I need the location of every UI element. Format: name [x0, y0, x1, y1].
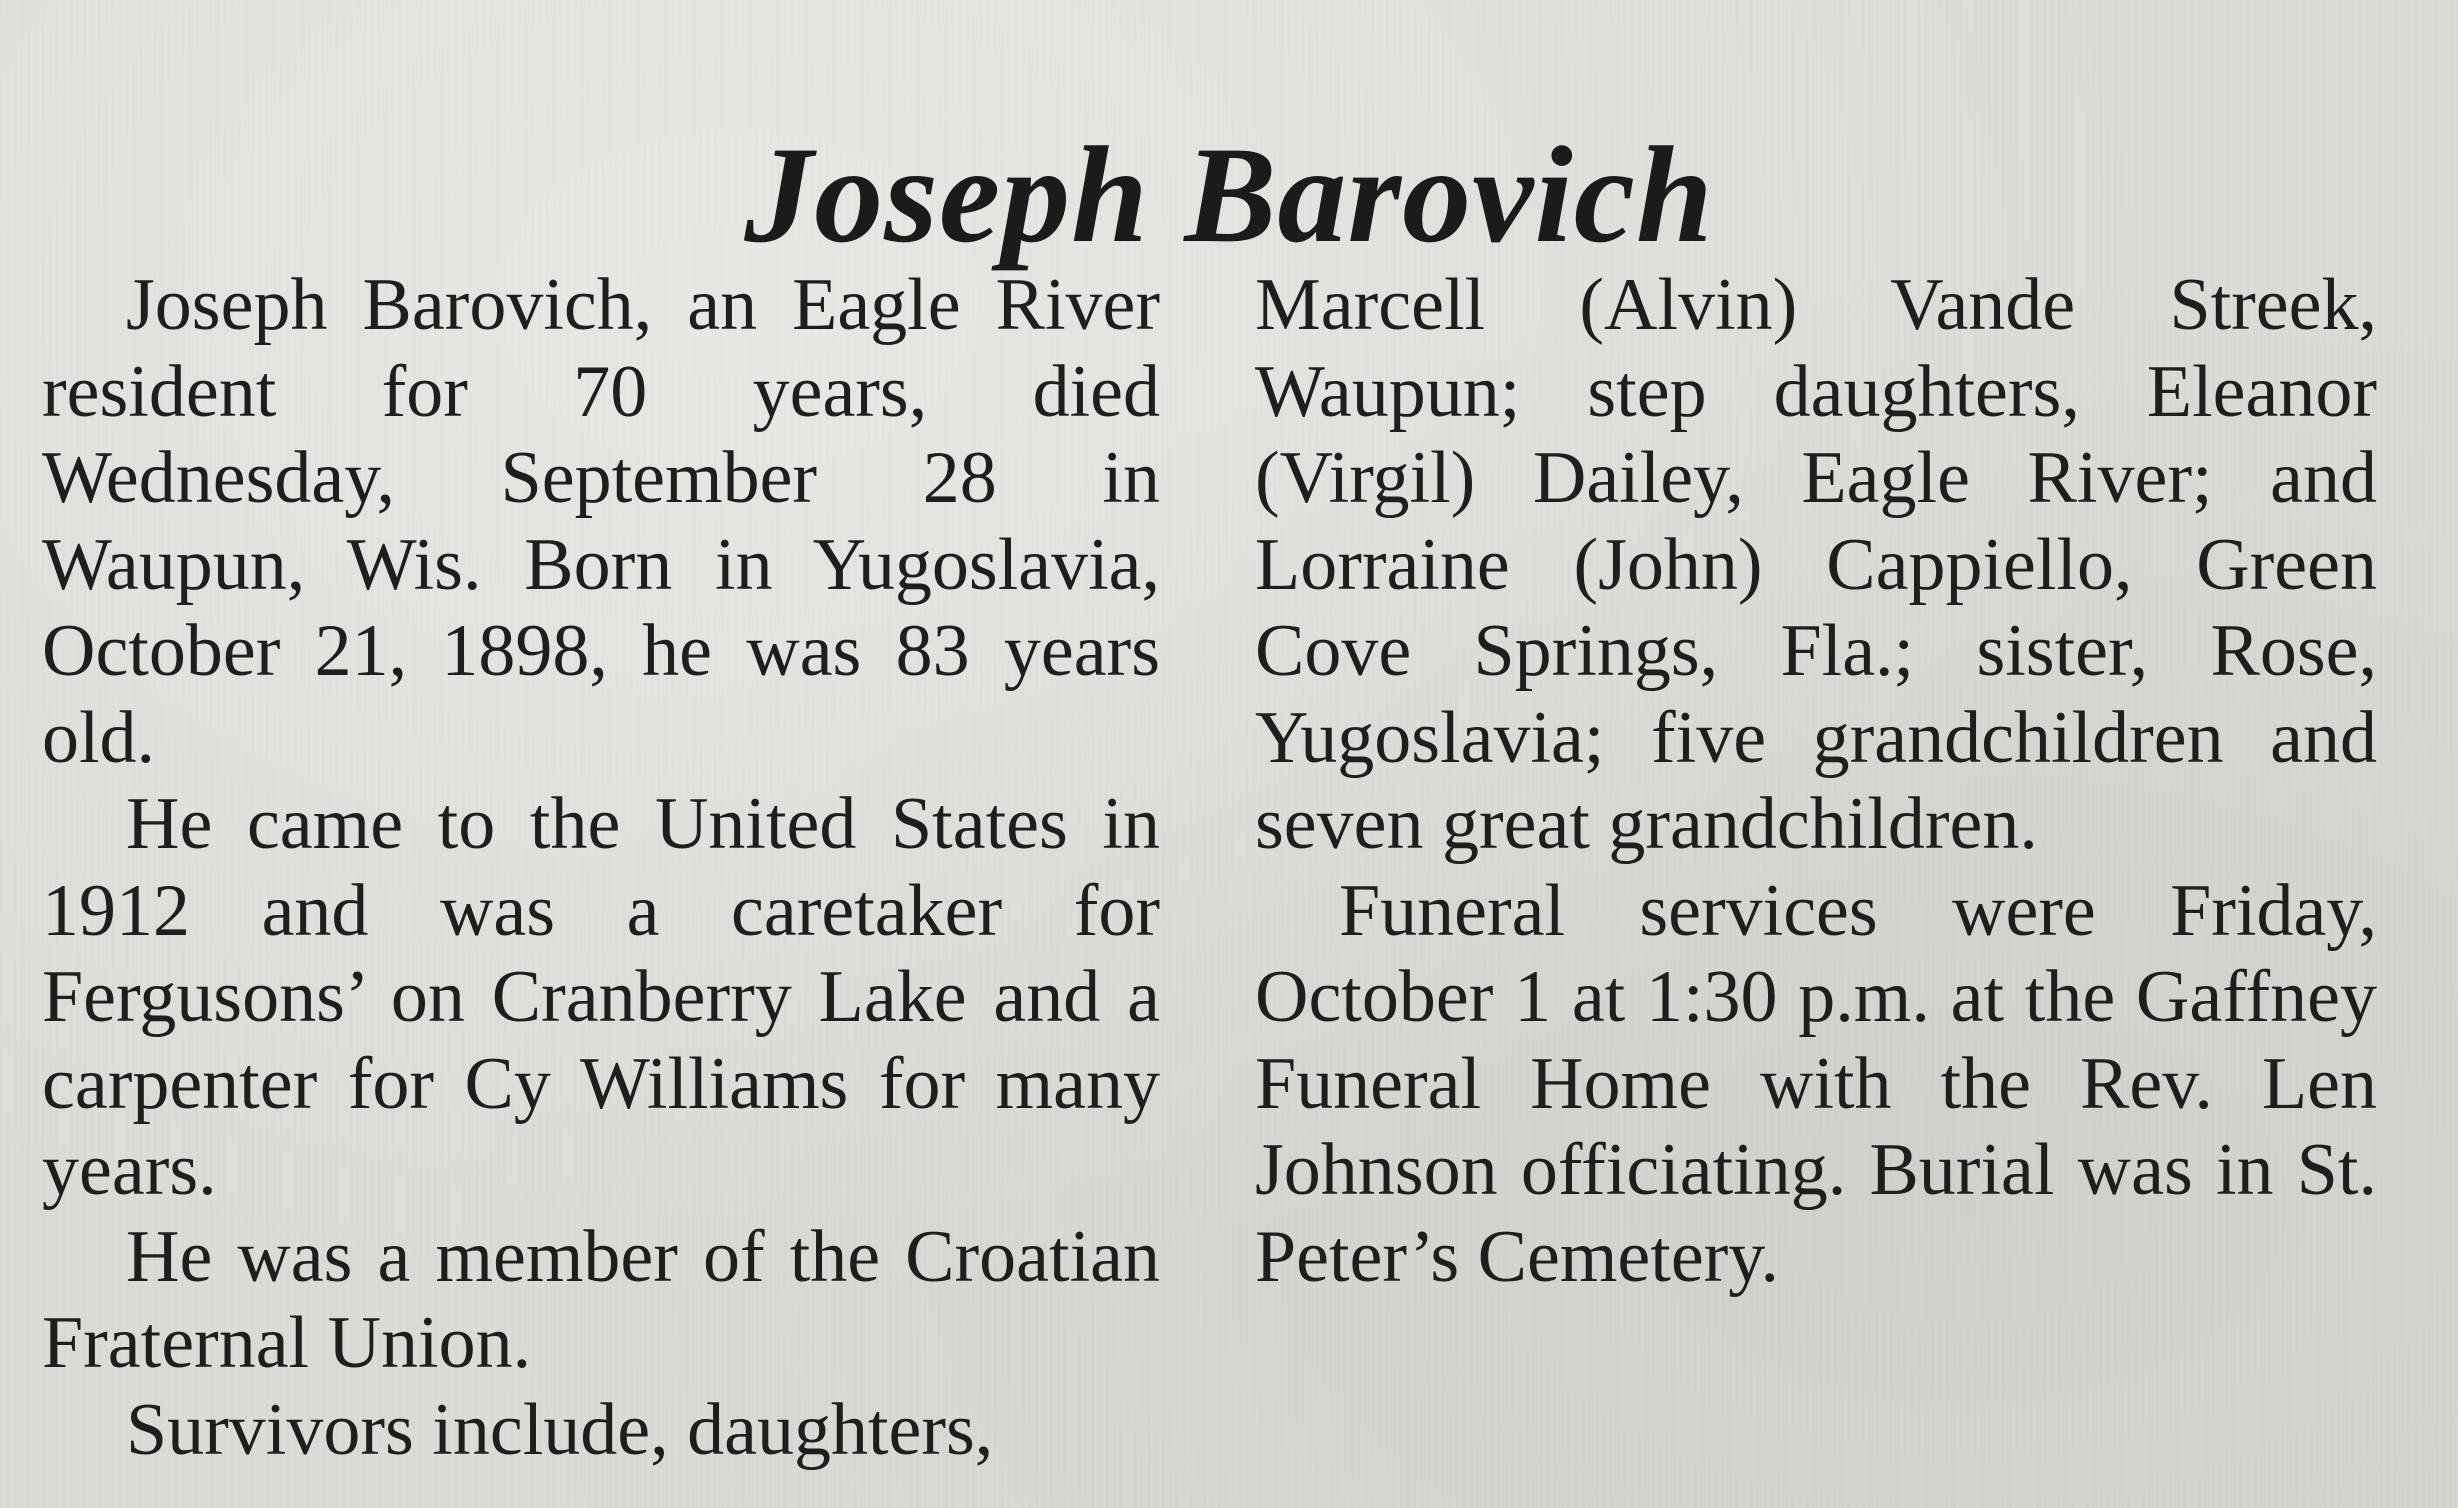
paragraph-survivors-start: Survivors include, daughters, [126, 1388, 994, 1471]
paragraph-survivors-continued: Marcell (Alvin) Vande Streek, Waupun; step daughters, Eleanor (Virgil) Dailey, Eagle River; and Lorraine (John) Cappiello, Green Cove Springs, Fla.; sister, Rose, Yugoslavia; five grandchildren and seven great grandchildren. [1255, 264, 2377, 865]
paragraph-career: He came to the United States in 1912 and was a caretaker for Fergusons’ on Cranberry Lake and a carpenter for Cy Williams for many years. [42, 783, 1160, 1211]
paragraph-death-notice: Joseph Barovich, an Eagle River resident for 70 years, died Wednesday, September 28 in Waupun, Wis. Born in Yugoslavia, October 21, 1898, he was 83 years old. [42, 264, 1160, 779]
paragraph-funeral-services: Funeral services were Friday, October 1 at 1:30 p.m. at the Gaffney Funeral Home with the Rev. Len Johnson officiating. Burial was in St. Peter’s Cemetery. [1255, 869, 2377, 1298]
article-column-right [1255, 262, 2377, 1300]
paragraph-membership: He was a member of the Croatian Fraternal Union. [42, 1215, 1160, 1384]
article-column-left [42, 262, 1160, 1473]
obituary-headline: Joseph Barovich [744, 118, 1714, 272]
